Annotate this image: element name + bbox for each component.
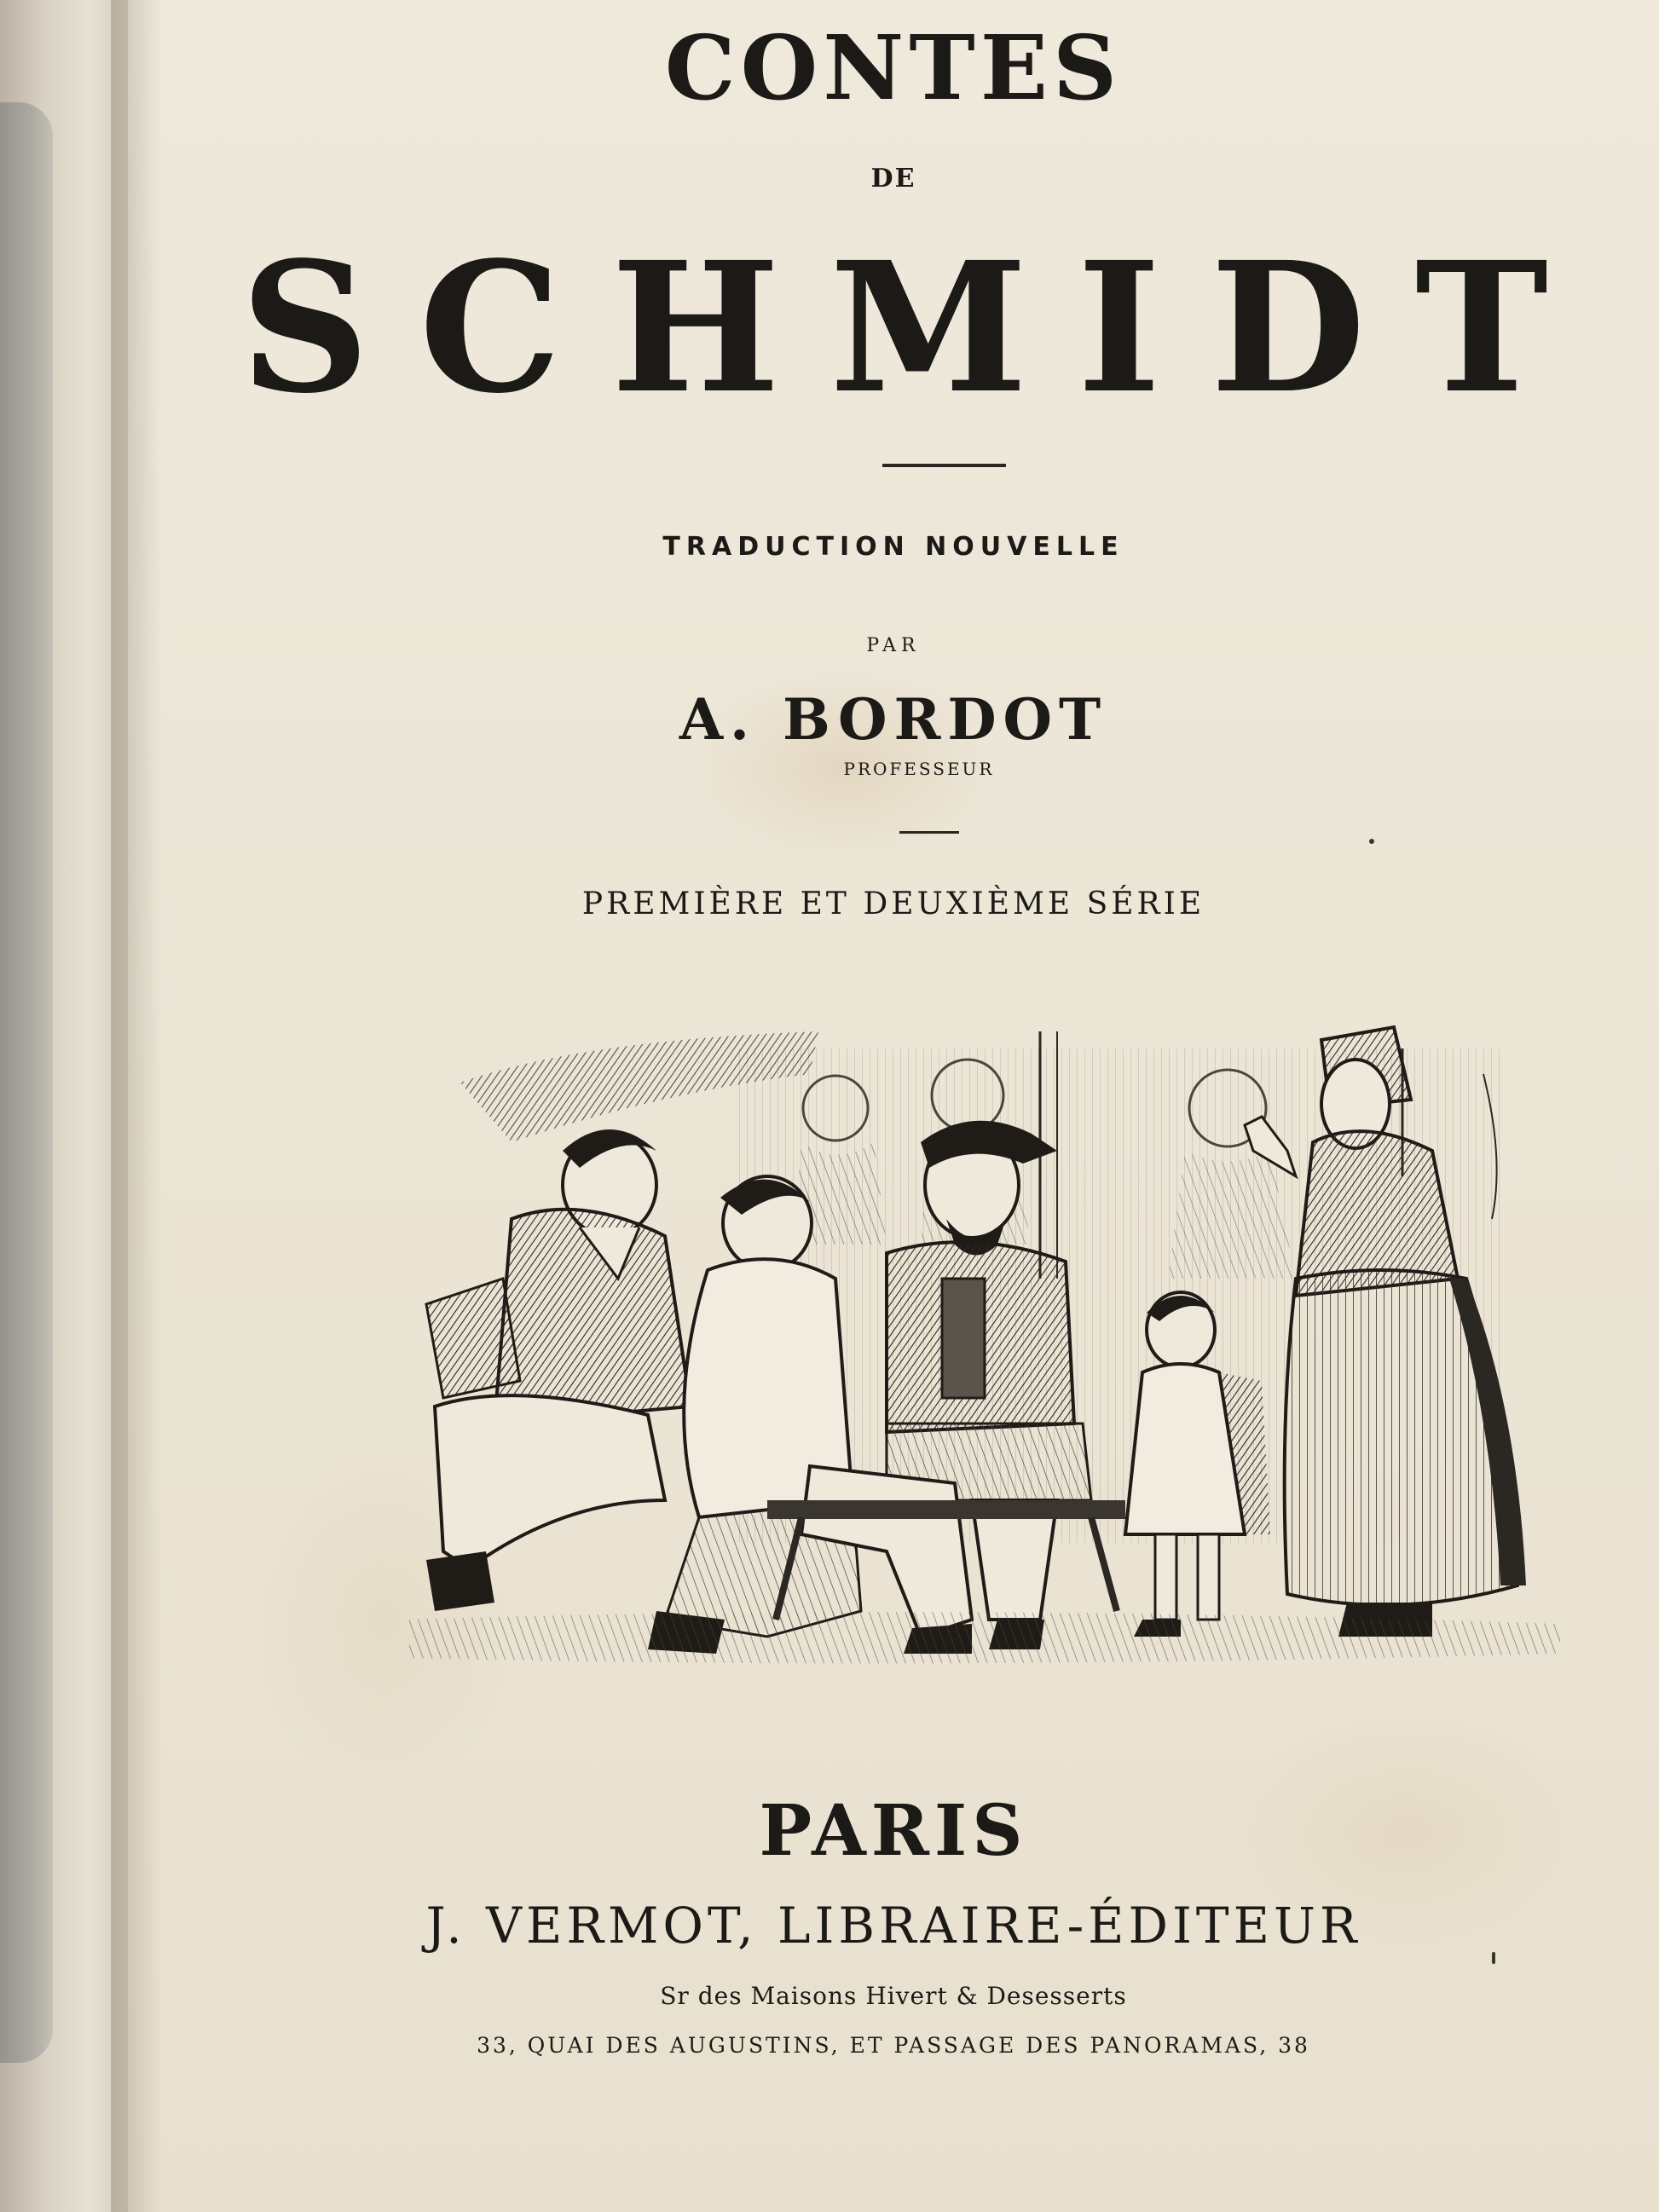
publisher-name: J. VERMOT, LIBRAIRE-ÉDITEUR: [425, 1897, 1361, 1955]
ink-speck: [1492, 1952, 1495, 1964]
translator-name: A. BORDOT: [679, 686, 1108, 753]
title-line: CONTES: [664, 15, 1123, 120]
author-name: SCHMIDT: [240, 222, 1598, 433]
author-rule: [899, 831, 959, 834]
title-particle: DE: [870, 164, 916, 193]
engraving-illustration: [409, 1023, 1603, 1688]
translator-title: PROFESSEUR: [843, 759, 995, 779]
subtitle: TRADUCTION NOUVELLE: [662, 532, 1124, 562]
gutter-shadow: [111, 0, 162, 2212]
imprint-city: PARIS: [759, 1790, 1028, 1872]
title-page: [128, 0, 1659, 2212]
by-line: PAR: [866, 635, 921, 656]
publisher-address: 33, QUAI DES AUGUSTINS, ET PASSAGE DES PANORAMAS, 38: [477, 2033, 1310, 2058]
successor-line: Sr des Maisons Hivert & Desesserts: [660, 1982, 1127, 2010]
series-line: PREMIÈRE ET DEUXIÈME SÉRIE: [581, 887, 1205, 921]
facing-plate: [0, 102, 53, 2063]
ink-speck: [1369, 839, 1374, 844]
title-rule: [882, 464, 1006, 467]
